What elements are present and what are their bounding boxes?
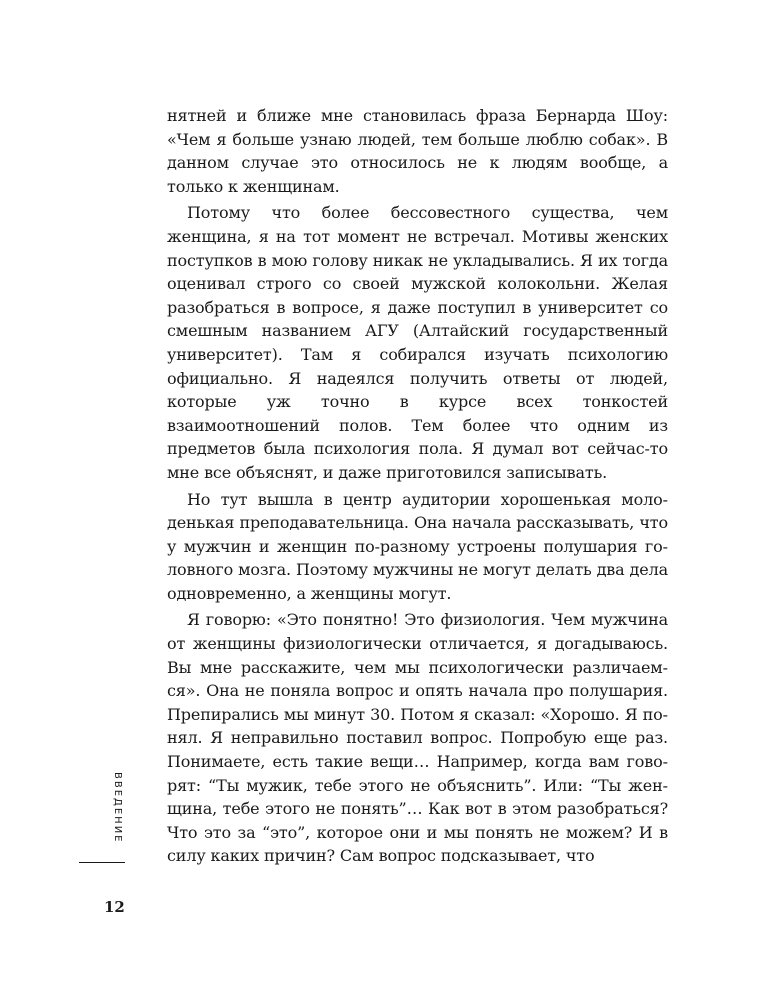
paragraph-1: нятней и ближе мне становилась фраза Бернарда Шоу: «Чем я больше узнаю людей, тем больше люблю собак». В данном случае это относилось не к людям вообще, а только к женщинам. xyxy=(167,106,668,196)
paragraph-2: Потому что более бессовестного существа, чем женщина, я на тот момент не встречал. Мотивы женских поступков в мою голову никак не укладывались. Я их тогда оценивал строго со своей мужской колокольни. Желая разобраться в вопросе, я даже поступил в университет со смешным названием АГУ (Алтайский государственный университет). Там я собирался изучать психологию официально. Я надеялся получить ответы от людей, которые уж точно в курсе всех тонкостей взаимоотношений полов. Тем более что одним из предметов была психология пола. Я думал вот сейчас-то мне все объяснят, и даже приготовился записывать. xyxy=(167,203,668,482)
section-label: ВВЕДЕНИЕ xyxy=(112,772,123,844)
page-number: 12 xyxy=(104,898,125,916)
paragraph-3: Но тут вышла в центр аудитории хорошенькая молоденькая преподавательница. Она начала рассказывать, что у мужчин и женщин по-разному устроены полушария головного мозга. Поэтому мужчины не могут делать два дела одновременно, а женщины могут. xyxy=(167,489,668,603)
page-body-text xyxy=(167,104,668,868)
paragraph-4: Я говорю: «Это понятно! Это физиология. Чем мужчина от женщины физиологически отличается, я догадываюсь. Вы мне расскажите, чем мы психологически различаемся». Она не поняла вопрос и опять начала про полушария. Препирались мы минут 30. Потом я сказал: «Хорошо. Я понял. Я неправильно поставил вопрос. Попробую еще раз. Понимаете, есть такие вещи… Например, когда вам говорят: “Ты мужик, тебе этого не объяснить”. Или: “Ты женщина, тебе этого не понять”… Как вот в этом разобраться? Что это за “это”, которое они и мы понять не можем? И в силу каких причин? Сам вопрос подсказывает, что xyxy=(167,610,668,866)
margin-divider xyxy=(79,862,125,863)
